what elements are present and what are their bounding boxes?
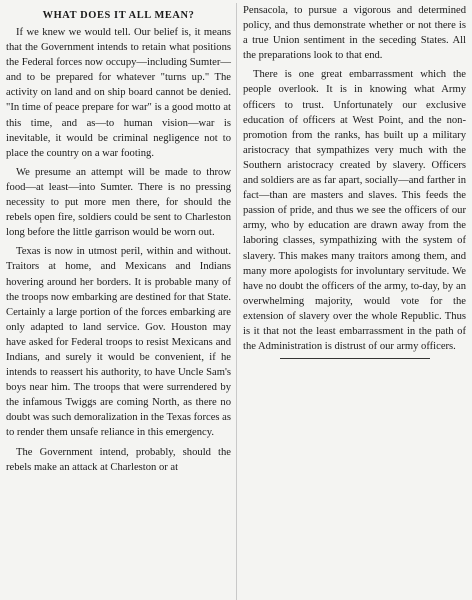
article-headline: WHAT DOES IT ALL MEAN? [42, 10, 195, 21]
left-paragraph-2: We presume an attempt will be made to throw food—at least—into Sumter. There is no pressing necessity to put more men there, for should the rebels open fire, soldiers could be sent to Charleston long before the little garrison would be worn out. [6, 166, 231, 239]
left-paragraph-1: If we knew we would tell. Our belief is, it means that the Government intends to retain what positions the Federal forces now occupy—including Sumter—and to be prepared for whatever "turns up." The activity on land and on ship board cannot be denied. "In time of peace prepare for war" is a good motto at this time, and as—to human vision—war is inevitable, it would be criminal negligence not to place the country on a war footing. [6, 27, 231, 159]
right-column [236, 3, 466, 600]
right-paragraph-2: There is one great embarrassment which the people overlook. It is in knowing what Army officers to trust. Unfortunately our exclusive education of officers at West Point, and the non-promotion from the ranks, has built up a military aristocracy that sympathizes very much with the Southern aristocracy created by slavery. Officers and soldiers are as far apart, socially—and farther in fact—than are masters and slaves. This feeds the passion of pride, and thus we see the officers of our army, who by education are drawn away from the laboring classes, sympathizing with the system of slavery. This makes many traitors among them, and many more apologists for involuntary servitude. We have no doubt the officers of the army, to-day, by an overwhelming majority, would vote for the extension of slavery over the whole Republic. Thus is it that not the least embarrassment in the path of the Administration is distrust of our army officers. [243, 69, 466, 353]
left-paragraph-3: Texas is now in utmost peril, within and without. Traitors at home, and Mexicans and Indians hovering around her borders. It is probable many of the troops now embarking are destined for that State. Certainly a large portion of the forces embarking are only adapted to land service. Gov. Houston may have asked for Federal troops to resist Mexicans and Indians, and surely it would be convenient, if he intends to reassert his authority, to have Uncle Sam's boys near him. The troops that were surrendered by the infamous Twiggs are coming North, as there no doubt was such demoralization in the Texas forces as to render them unsafe reliance in this emergency. [6, 246, 231, 439]
left-column [6, 3, 236, 600]
end-rule [280, 358, 430, 359]
left-paragraph-4: The Government intend, probably, should the rebels make an attack at Charleston or at [6, 446, 231, 473]
right-paragraph-1: Pensacola, to pursue a vigorous and determined policy, and thus demonstrate whether or not there is a true Union sentiment in the seceding States. All the preparations look to that end. [243, 5, 466, 62]
